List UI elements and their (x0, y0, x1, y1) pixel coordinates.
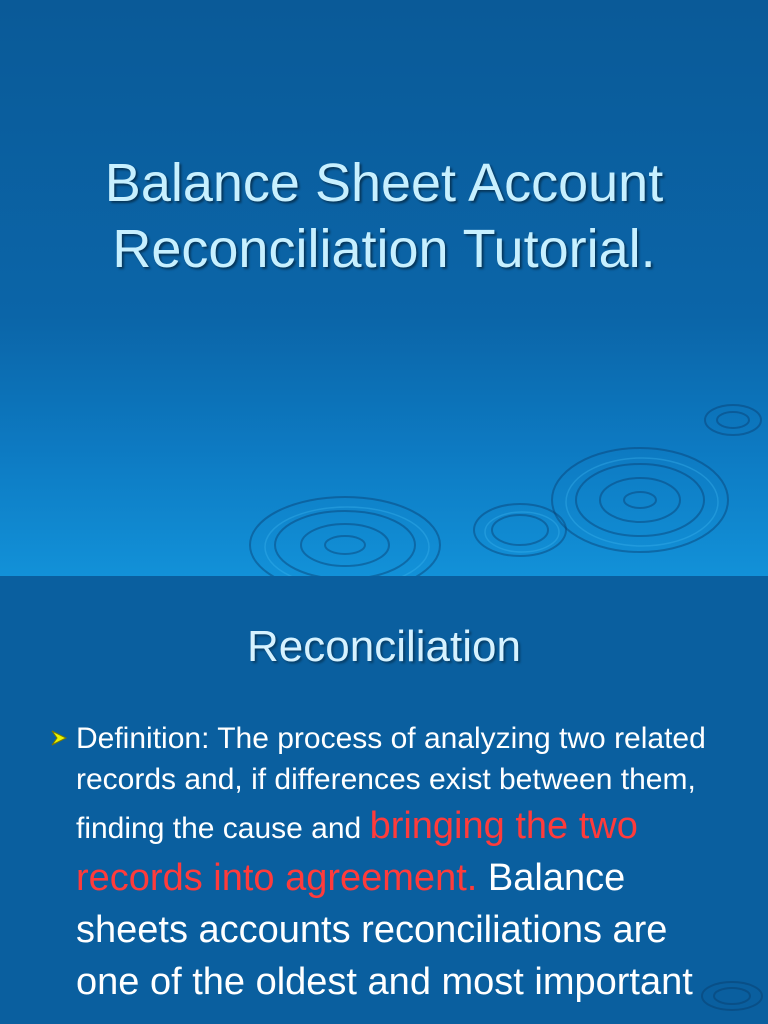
slide-title (0, 150, 768, 282)
definition-part-1: Definition: The process of analyzing two related records and, if differences exist between them, finding the cause and (76, 722, 706, 845)
slide-heading: Reconciliation (247, 622, 521, 671)
title-line-2: Reconciliation Tutorial. (112, 219, 656, 279)
definition-part-3: Balance sheets accounts reconciliations are one of the oldest and most important (76, 857, 693, 1003)
arrow-bullet-icon (50, 729, 68, 747)
title-line-1: Balance Sheet Account (104, 153, 664, 213)
content-slide (0, 576, 768, 1024)
water-ripple-icon (680, 956, 768, 1024)
definition-highlight: bringing the two records into agreement. (76, 805, 638, 899)
definition-text (76, 718, 712, 1008)
